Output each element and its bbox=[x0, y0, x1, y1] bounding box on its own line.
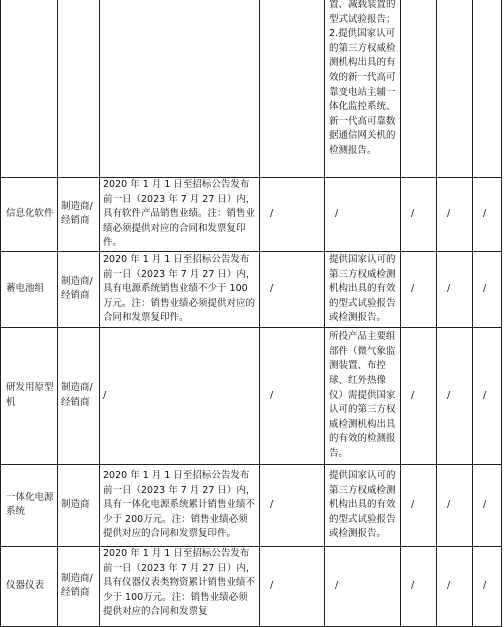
bidder-type-cell bbox=[58, 0, 100, 178]
slash-cell: / bbox=[401, 251, 437, 327]
test-report-requirement-cell: / bbox=[325, 546, 401, 626]
bidder-type-cell: 制造商/经销商 bbox=[58, 251, 100, 327]
slash-cell: / bbox=[473, 327, 502, 464]
product-name-cell: 仪器仪表 bbox=[1, 546, 58, 626]
test-report-requirement-cell: 所投产品主要组部件（微气象监测装置、布控球、红外热像仪）需提供国家认可的第三方权威检测机构出具的有效的检测报告。 bbox=[325, 327, 401, 464]
product-name-cell: 一体化电源系统 bbox=[1, 464, 58, 546]
product-name-cell: 信息化软件 bbox=[1, 178, 58, 252]
table-row bbox=[1, 0, 502, 178]
table-row bbox=[1, 327, 502, 464]
performance-requirement-cell bbox=[100, 0, 260, 178]
table-row bbox=[1, 251, 502, 327]
test-report-requirement-cell: 置、减载装置的型式试验报告；2.提供国家认可的第三方权威检测机构出具的有效的新一代高可靠变电站主辅一体化监控系统、新一代高可靠数据通信网关机的检测报告。 bbox=[325, 0, 401, 178]
other-requirement-cell bbox=[401, 0, 437, 178]
slash-cell: / bbox=[260, 546, 325, 626]
table-row bbox=[1, 464, 502, 546]
product-name-cell: 蓄电池组 bbox=[1, 251, 58, 327]
other-requirement-cell bbox=[473, 0, 502, 178]
slash-cell: / bbox=[437, 251, 473, 327]
slash-cell: / bbox=[473, 178, 502, 252]
performance-requirement-cell: 2020 年 1 月 1 日至招标公告发布前一日（2023 年 7 月 27 日）内，具有仪器仪表类物资累计销售业绩不少于 100万元。注：销售业绩必须提供对应的合同和发票复 bbox=[100, 546, 260, 626]
slash-cell: / bbox=[437, 327, 473, 464]
slash-cell: / bbox=[260, 464, 325, 546]
test-report-requirement-cell: 提供国家认可的第三方权威检测机构出具的有效的型式试验报告或检测报告。 bbox=[325, 251, 401, 327]
slash-cell: / bbox=[437, 546, 473, 626]
performance-requirement-cell: / bbox=[100, 327, 260, 464]
product-name-cell: 研发用原型机 bbox=[1, 327, 58, 464]
slash-cell: / bbox=[260, 178, 325, 252]
slash-cell: / bbox=[473, 251, 502, 327]
bidder-type-cell: 制造商/经销商 bbox=[58, 546, 100, 626]
table-row bbox=[1, 546, 502, 626]
slash-cell: / bbox=[401, 464, 437, 546]
slash-cell: / bbox=[437, 464, 473, 546]
slash-cell: / bbox=[260, 251, 325, 327]
product-name-cell bbox=[1, 0, 58, 178]
slash-cell: / bbox=[401, 546, 437, 626]
bidder-type-cell: 制造商 bbox=[58, 464, 100, 546]
bidder-type-cell: 制造商/经销商 bbox=[58, 178, 100, 252]
slash-cell: / bbox=[401, 178, 437, 252]
empty-cell bbox=[260, 0, 325, 178]
bidder-type-cell: 制造商/经销商 bbox=[58, 327, 100, 464]
slash-cell: / bbox=[473, 464, 502, 546]
slash-cell: / bbox=[260, 327, 325, 464]
test-report-requirement-cell: 提供国家认可的第三方权威检测机构出具的有效的型式试验报告或检测报告。 bbox=[325, 464, 401, 546]
test-report-requirement-cell: / bbox=[325, 178, 401, 252]
table-row bbox=[1, 178, 502, 252]
performance-requirement-cell: 2020 年 1 月 1 日至招标公告发布前一日（2023 年 7 月 27 日）内，具有电源系统销售业绩不少于 100 万元。注：销售业绩必须提供对应的合同和发票复印件。 bbox=[100, 251, 260, 327]
slash-cell: / bbox=[401, 327, 437, 464]
performance-requirement-cell: 2020 年 1 月 1 日至招标公告发布前一日（2023 年 7 月 27 日）内，具有软件产品销售业绩。注：销售业绩必须提供对应的合同和发票复印件。 bbox=[100, 178, 260, 252]
slash-cell: / bbox=[437, 178, 473, 252]
performance-requirement-cell: 2020 年 1 月 1 日至招标公告发布前一日（2023 年 7 月 27 日）内，具有一体化电源系统累计销售业绩不少于 200万元。注：销售业绩必须提供对应的合同和发票复印件。 bbox=[100, 464, 260, 546]
slash-cell: / bbox=[473, 546, 502, 626]
other-requirement-cell bbox=[437, 0, 473, 178]
